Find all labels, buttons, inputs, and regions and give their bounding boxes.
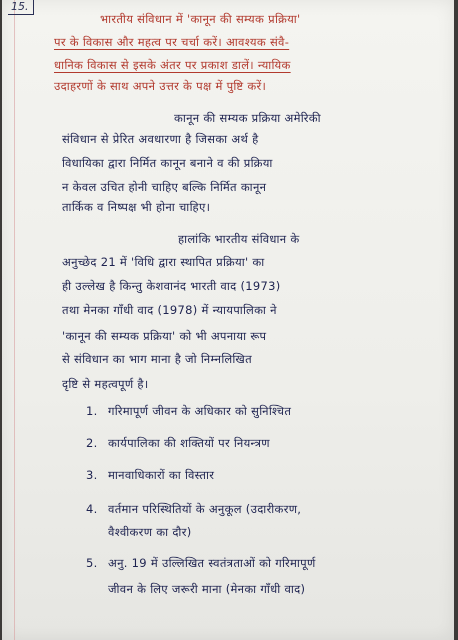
answer-line: संविधान से प्रेरित अवधारणा है जिसका अर्थ है: [62, 132, 259, 146]
answer-line: विधायिका द्वारा निर्मित कानून बनाने व की प्रक्रिया: [62, 156, 273, 170]
point-number: 4.: [86, 502, 98, 516]
point-number: 5.: [86, 556, 98, 570]
answer-line: 'कानून की सम्यक प्रक्रिया' को भी अपनाया रूप: [62, 329, 267, 343]
point-item: [86, 404, 291, 419]
question-number: 15.: [8, 0, 34, 15]
point-text-continued: वैश्वीकरण का दौर): [108, 525, 192, 539]
point-item: [86, 502, 301, 517]
point-item: [86, 436, 270, 451]
point-item: [86, 556, 316, 571]
question-line: धानिक विकास से इसके अंतर पर प्रकाश डालें। न्यायिक: [54, 58, 291, 72]
point-text: कार्यपालिका की शक्तियों पर नियन्त्रण: [108, 436, 270, 450]
point-text: अनु. 19 में उल्लिखित स्वतंत्रताओं को गरिमापूर्ण: [108, 556, 316, 570]
answer-line: कानून की सम्यक प्रक्रिया अमेरिकी: [174, 111, 321, 125]
point-text: मानवाधिकारों का विस्तार: [108, 468, 215, 482]
point-number: 3.: [86, 468, 98, 482]
answer-line: से संविधान का भाग माना है जो निम्नलिखित: [62, 352, 252, 366]
answer-line: तार्किक व निष्पक्ष भी होना चाहिए।: [62, 200, 211, 214]
question-line: पर के विकास और महत्व पर चर्चा करें। आवश्यक संवै-: [54, 35, 290, 49]
answer-line: तथा मेनका गाँधी वाद (1978) में न्यायपालिका ने: [62, 303, 277, 317]
answer-line: अनुच्छेद 21 में 'विधि द्वारा स्थापित प्रक्रिया' का: [62, 255, 265, 269]
question-line: भारतीय संविधान में 'कानून की सम्यक प्रक्रिया': [100, 12, 301, 26]
point-text: गरिमापूर्ण जीवन के अधिकार को सुनिश्चित: [108, 404, 292, 418]
point-item: [86, 468, 214, 483]
margin-line: [14, 0, 15, 640]
point-number: 1.: [86, 404, 98, 418]
question-line: उदाहरणों के साथ अपने उत्तर के पक्ष में पुष्टि करें।: [54, 79, 267, 93]
answer-line: हालांकि भारतीय संविधान के: [178, 232, 300, 246]
answer-line: न केवल उचित होनी चाहिए बल्कि निर्मित कानून: [62, 180, 267, 194]
point-text-continued: जीवन के लिए जरूरी माना (मेनका गाँधी वाद): [108, 582, 306, 596]
answer-line: ही उल्लेख है किन्तु केशवानंद भारती वाद (1973): [62, 279, 281, 293]
point-number: 2.: [86, 436, 98, 450]
answer-line: दृष्टि से महत्वपूर्ण है।: [62, 377, 149, 391]
answer-sheet: [2, 0, 454, 640]
point-text: वर्तमान परिस्थितियों के अनुकूल (उदारीकरण,: [108, 502, 302, 516]
